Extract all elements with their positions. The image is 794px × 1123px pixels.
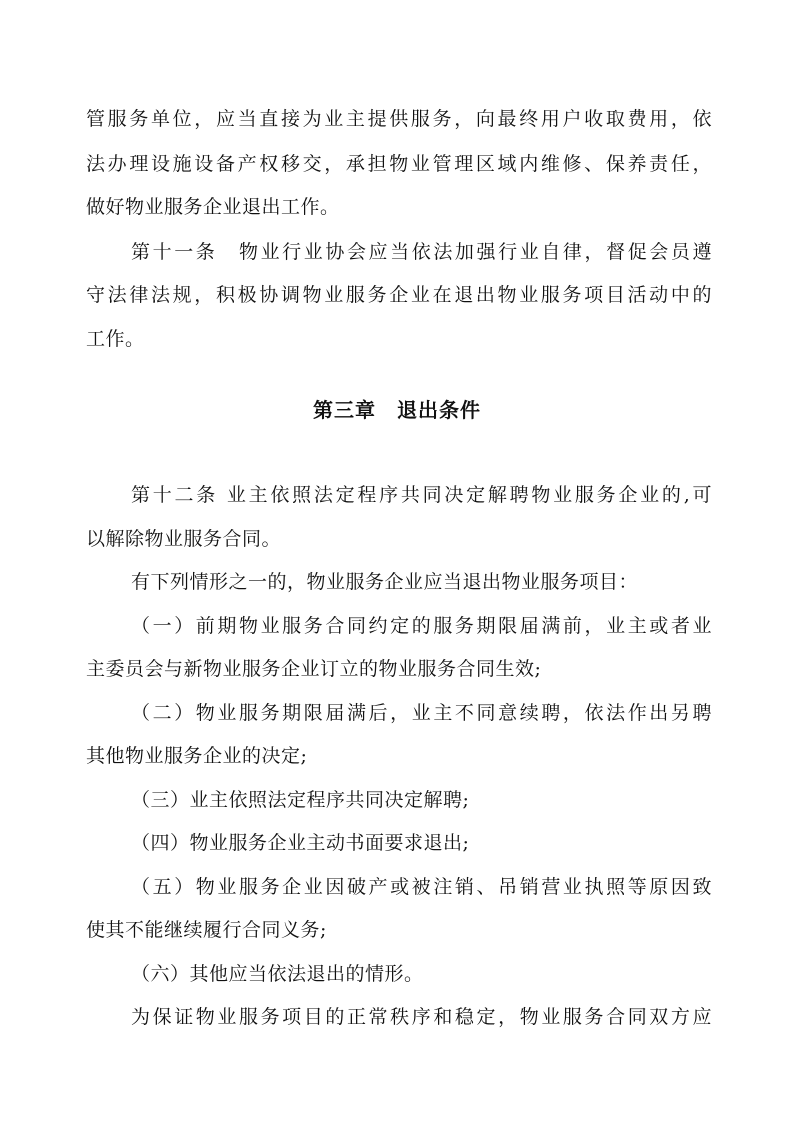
paragraph-line: 其他物业服务企业的决定; bbox=[86, 745, 308, 767]
chapter-heading: 第三章 退出条件 bbox=[313, 398, 481, 422]
paragraph-line: 以解除物业服务合同。 bbox=[86, 528, 282, 550]
article-11-line: 第十一条 物业行业协会应当依法加强行业自律，督促会员遵 bbox=[131, 241, 712, 263]
paragraph-line: 使其不能继续履行合同义务; bbox=[86, 919, 327, 941]
paragraph-line: 法办理设施设备产权移交，承担物业管理区域内维修、保养责任， bbox=[86, 153, 712, 175]
paragraph-line: 为保证物业服务项目的正常秩序和稳定，物业服务合同双方应 bbox=[131, 1006, 712, 1028]
list-item-1: （一）前期物业服务合同约定的服务期限届满前，业主或者业 bbox=[131, 615, 712, 637]
paragraph-line: 主委员会与新物业服务企业订立的物业服务合同生效; bbox=[86, 658, 542, 680]
paragraph-line: 工作。 bbox=[86, 328, 145, 350]
list-item-4: （四）物业服务企业主动书面要求退出; bbox=[131, 832, 470, 854]
list-item-2: （二）物业服务期限届满后，业主不同意续聘，依法作出另聘 bbox=[131, 702, 712, 724]
paragraph-line: 做好物业服务企业退出工作。 bbox=[86, 196, 340, 218]
list-item-3: （三）业主依照法定程序共同决定解聘; bbox=[131, 789, 470, 811]
paragraph-line: 管服务单位，应当直接为业主提供服务，向最终用户收取费用，依 bbox=[86, 108, 712, 130]
paragraph-line: 守法律法规，积极协调物业服务企业在退出物业服务项目活动中的 bbox=[86, 284, 712, 306]
list-item-6: （六）其他应当依法退出的情形。 bbox=[131, 963, 424, 985]
list-item-5: （五）物业服务企业因破产或被注销、吊销营业执照等原因致 bbox=[131, 876, 712, 898]
paragraph-line: 有下列情形之一的，物业服务企业应当退出物业服务项目： bbox=[131, 571, 639, 593]
article-12-line: 第十二条 业主依照法定程序共同决定解聘物业服务企业的,可 bbox=[131, 484, 712, 506]
